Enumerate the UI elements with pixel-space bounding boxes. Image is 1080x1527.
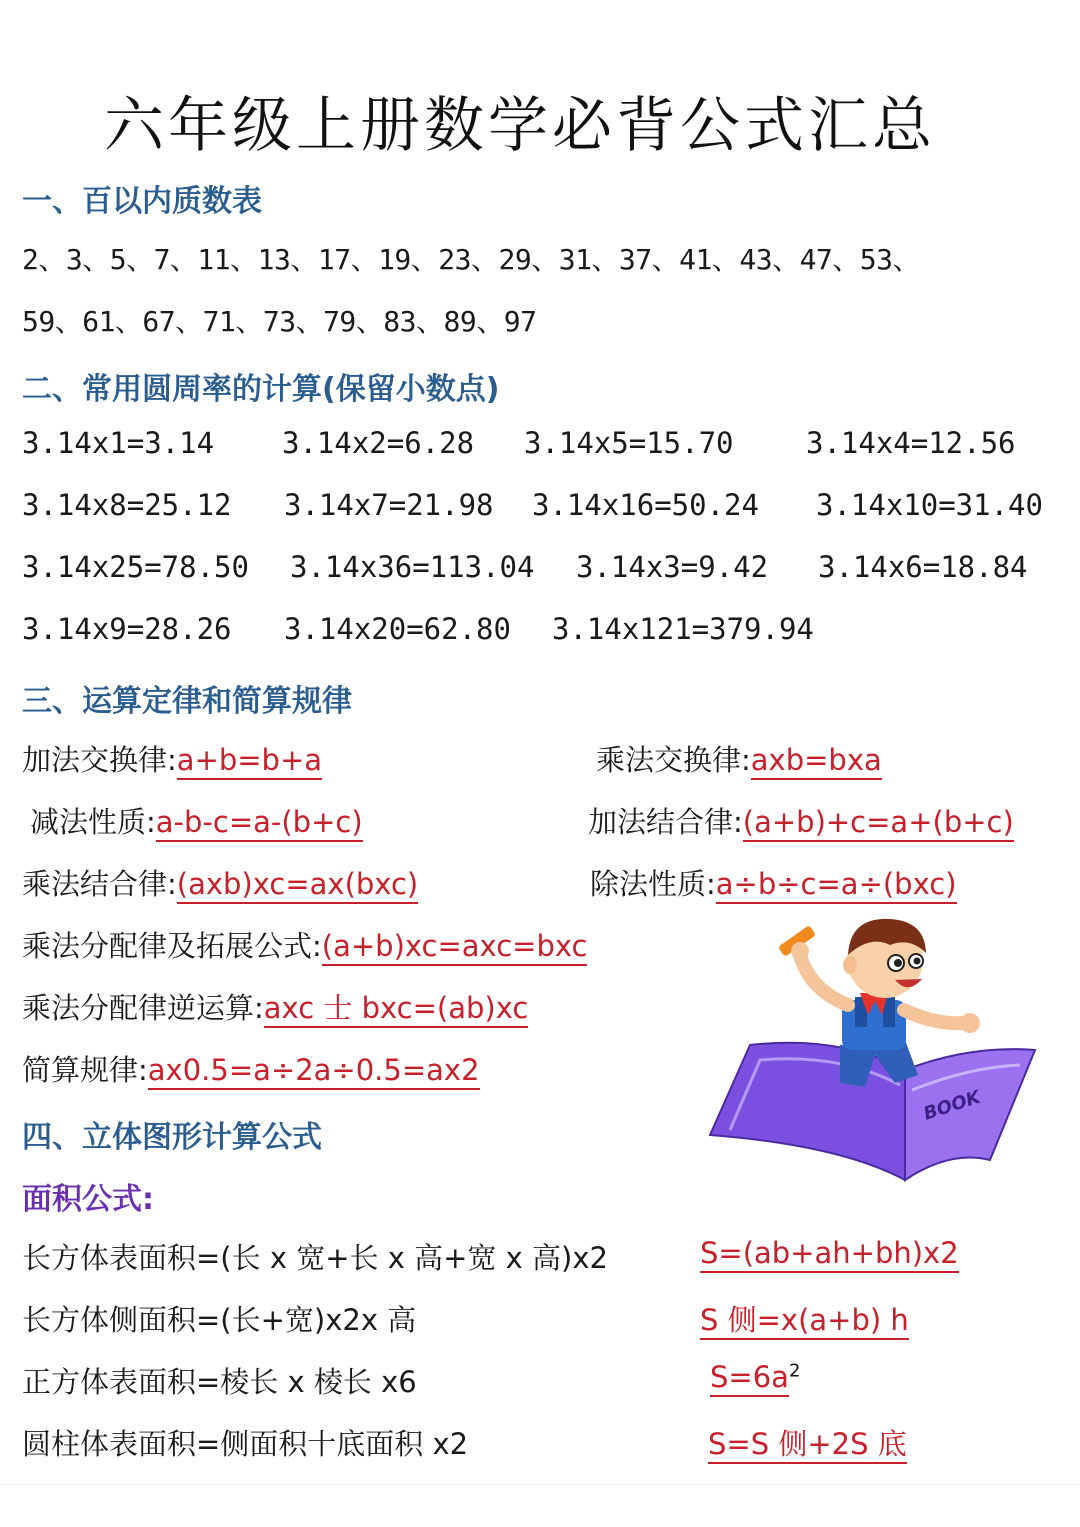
pi-calc: 3.14x3=9.42 (576, 550, 769, 584)
formula-cylinder-surface-text: 圆柱体表面积=侧面积十底面积 x2 (22, 1427, 469, 1461)
law-label: 乘法结合律: (22, 867, 177, 901)
pi-calc: 3.14x20=62.80 (284, 612, 511, 646)
law-label: 乘法分配律逆运算: (22, 991, 264, 1025)
pi-calc: 3.14x4=12.56 (806, 426, 1016, 460)
law-simplification (22, 1048, 480, 1089)
formula-cuboid-lateral-text: 长方体侧面积=(长+宽)x2x 高 (22, 1303, 417, 1337)
law-label: 加法结合律: (588, 805, 743, 839)
formula-cuboid-surface-text: 长方体表面积=(长 x 宽+长 x 高+宽 x 高)x2 (22, 1241, 608, 1275)
law-formula: ax0.5=a÷2a÷0.5=ax2 (148, 1053, 480, 1090)
section-heading-pi: 二、常用圆周率的计算(保留小数点) (22, 372, 500, 407)
law-formula: a+b=b+a (177, 743, 322, 780)
pi-calc: 3.14x6=18.84 (818, 550, 1028, 584)
law-formula: axc 士 bxc=(ab)xc (264, 991, 529, 1028)
primes-line-1: 2、3、5、7、11、13、17、19、23、29、31、37、41、43、47、53、 (22, 243, 921, 276)
pi-calc: 3.14x8=25.12 (22, 488, 232, 522)
section-heading-primes: 一、百以内质数表 (22, 184, 262, 219)
formula-cylinder-surface-wrap (708, 1422, 907, 1463)
pi-calc: 3.14x7=21.98 (284, 488, 494, 522)
formula-cuboid-lateral: S 侧=x(a+b) h (700, 1303, 909, 1340)
page-title: 六年级上册数学必背公式汇总 (104, 91, 936, 161)
pi-calc: 3.14x9=28.26 (22, 612, 232, 646)
law-label: 乘法交换律: (596, 743, 751, 777)
section-heading-laws: 三、运算定律和简算规律 (22, 684, 352, 719)
page-bottom-divider (0, 1484, 1080, 1485)
law-distributive-inverse (22, 986, 528, 1027)
section-heading-solids: 四、立体图形计算公式 (22, 1120, 322, 1155)
pi-calc: 3.14x5=15.70 (524, 426, 734, 460)
law-label: 乘法分配律及拓展公式: (22, 929, 322, 963)
formula-cylinder-surface: S=S 侧+2S 底 (708, 1427, 907, 1464)
law-label: 除法性质: (590, 867, 716, 901)
law-multiplication-associative (22, 862, 418, 903)
purple-book-icon (710, 1043, 1035, 1180)
law-formula: axb=bxa (751, 743, 882, 780)
formula-cube-surface: S=6a (710, 1360, 789, 1397)
law-formula: (a+b)+c=a+(b+c) (743, 805, 1014, 842)
book-label: BOOK (921, 1086, 983, 1125)
pi-calc: 3.14x16=50.24 (532, 488, 759, 522)
pi-calc: 3.14x10=31.40 (816, 488, 1043, 522)
law-label: 减法性质: (30, 805, 156, 839)
pi-calc: 3.14x121=379.94 (552, 612, 814, 646)
formula-cuboid-surface: S=(ab+ah+bh)x2 (700, 1236, 959, 1273)
law-label: 加法交换律: (22, 743, 177, 777)
formula-cuboid-surface-wrap (700, 1236, 959, 1270)
law-subtraction-property (30, 800, 363, 841)
law-label: 简算规律: (22, 1053, 148, 1087)
law-formula: a÷b÷c=a÷(bxc) (716, 867, 957, 904)
boy-reading-book-illustration (690, 905, 1040, 1210)
law-addition-associative (588, 800, 1014, 841)
pi-calc: 3.14x36=113.04 (290, 550, 535, 584)
law-addition-commutative (22, 738, 322, 779)
law-formula: (axb)xc=ax(bxc) (177, 867, 418, 904)
formula-cube-surface-wrap (710, 1360, 800, 1394)
law-distributive (22, 924, 587, 965)
formula-cuboid-lateral-wrap (700, 1298, 909, 1339)
law-division-property (590, 862, 957, 903)
subheading-area-formulas: 面积公式: (22, 1182, 154, 1217)
formula-exponent: 2 (788, 1360, 801, 1382)
primes-line-2: 59、61、67、71、73、79、83、89、97 (22, 305, 537, 338)
law-formula: (a+b)xc=axc=bxc (322, 929, 588, 966)
pi-calc: 3.14x2=6.28 (282, 426, 475, 460)
formula-cube-surface-text: 正方体表面积=棱长 x 棱长 x6 (22, 1365, 417, 1399)
pi-calc: 3.14x1=3.14 (22, 426, 215, 460)
law-multiplication-commutative (596, 738, 882, 779)
law-formula: a-b-c=a-(b+c) (156, 805, 363, 842)
pi-calc: 3.14x25=78.50 (22, 550, 249, 584)
